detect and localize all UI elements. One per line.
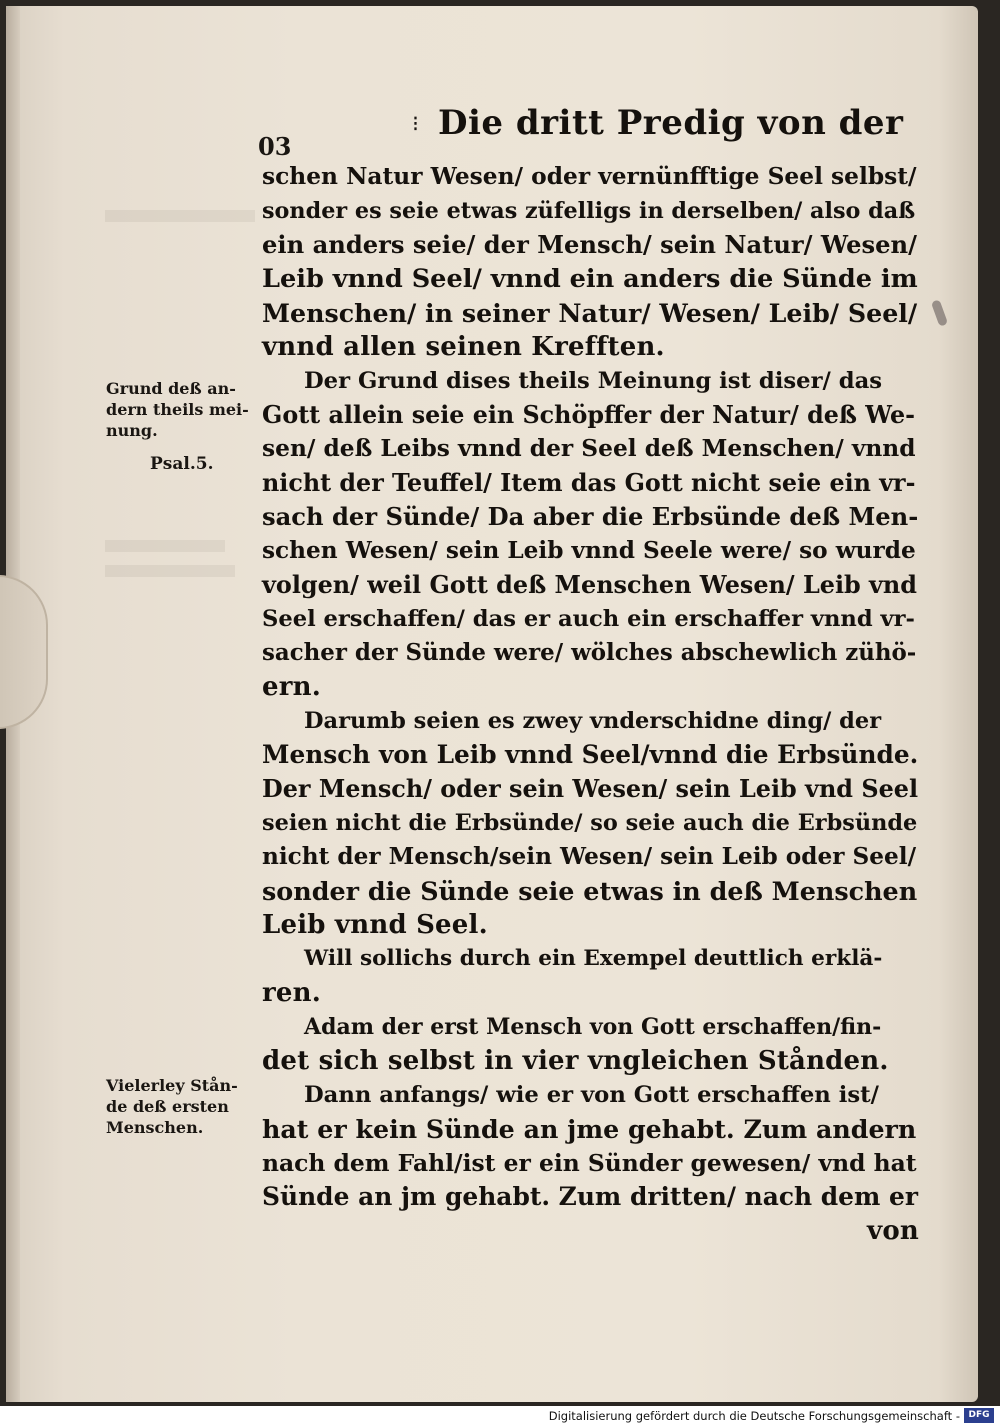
text-line: det sich selbst in vier vngleichen Stånden. [262, 1046, 889, 1076]
footer-credit: Digitalisierung gefördert durch die Deutsche Forschungsgemeinschaft - [548, 1409, 960, 1423]
bleed-through [105, 210, 255, 222]
text-line: Darumb seien es zwey vnderschidne ding/ der [304, 708, 882, 734]
running-title: Die dritt Predig von der [438, 103, 904, 143]
text-line: Leib vnnd Seel/ vnnd ein anders die Sünde im [262, 264, 918, 294]
text-line: Dann anfangs/ wie er von Gott erschaffen ist/ [304, 1082, 879, 1108]
margin-reference: Psal.5. [150, 454, 214, 474]
text-line: nach dem Fahl/ist er ein Sünder gewesen/ vnd hat [262, 1149, 917, 1177]
margin-line: Menschen. [106, 1118, 204, 1137]
dfg-logo: DFG [964, 1408, 994, 1423]
page-number: 03 [258, 132, 292, 161]
text-line: sonder die Sünde seie etwas in deß Menschen [262, 876, 918, 906]
text-line: vnnd allen seinen Krefften. [262, 332, 665, 362]
catchword: von [867, 1216, 919, 1246]
text-line: sacher der Sünde were/ wölches abschewlich zühö- [262, 639, 917, 666]
margin-line: dern theils mei- [106, 400, 249, 419]
text-line: Gott allein seie ein Schöpffer der Natur/ deß We- [262, 401, 916, 429]
text-line: ren. [262, 978, 321, 1008]
bleed-through [105, 565, 235, 577]
text-line: Sünde an jm gehabt. Zum dritten/ nach dem er [262, 1182, 918, 1211]
text-line: Seel erschaffen/ das er auch ein erschaffer vnnd vr- [262, 606, 915, 632]
text-line: Der Grund dises theils Meinung ist diser/ das [304, 368, 883, 394]
text-line: nicht der Mensch/sein Wesen/ sein Leib oder Seel/ [262, 843, 917, 870]
margin-line: de deß ersten [106, 1097, 229, 1116]
text-line: schen Wesen/ sein Leib vnnd Seele were/ so wurde [262, 537, 916, 564]
text-line: nicht der Teuffel/ Item das Gott nicht seie ein vr- [262, 469, 916, 497]
text-line: sach der Sünde/ Da aber die Erbsünde deß Men- [262, 502, 919, 531]
text-line: schen Natur Wesen/ oder vernünfftige Seel selbst/ [262, 163, 917, 190]
margin-note-staende [106, 1075, 266, 1138]
text-line: Adam der erst Mensch von Gott erschaffen/fin- [304, 1014, 882, 1040]
margin-line: nung. [106, 421, 158, 440]
text-line: seien nicht die Erbsünde/ so seie auch die Erbsünde [262, 810, 918, 836]
text-line: ern. [262, 672, 321, 702]
margin-line: Grund deß an- [106, 379, 236, 398]
margin-line: Vielerley Stån- [106, 1076, 238, 1095]
text-line: Menschen/ in seiner Natur/ Wesen/ Leib/ Seel/ [262, 298, 918, 328]
text-line: sonder es seie etwas züfelligs in derselben/ also daß [262, 198, 916, 224]
bleed-through [105, 540, 225, 552]
text-line: Der Mensch/ oder sein Wesen/ sein Leib vnd Seel [262, 775, 919, 803]
text-line: hat er kein Sünde an jme gehabt. Zum andern [262, 1114, 917, 1144]
text-line: Mensch von Leib vnnd Seel/vnnd die Erbsünde. [262, 740, 919, 769]
text-line: ein anders seie/ der Mensch/ sein Natur/ Wesen/ [262, 230, 917, 259]
text-line: sen/ deß Leibs vnnd der Seel deß Menschen/ vnnd [262, 435, 916, 462]
text-line: Leib vnnd Seel. [262, 910, 488, 940]
section-mark: ⁝ [412, 112, 419, 137]
main-text [262, 160, 927, 1248]
margin-note-grund [106, 378, 266, 441]
text-line: Will sollichs durch ein Exempel deuttlich erklä- [304, 946, 883, 971]
text-line: volgen/ weil Gott deß Menschen Wesen/ Leib vnd [262, 571, 918, 599]
